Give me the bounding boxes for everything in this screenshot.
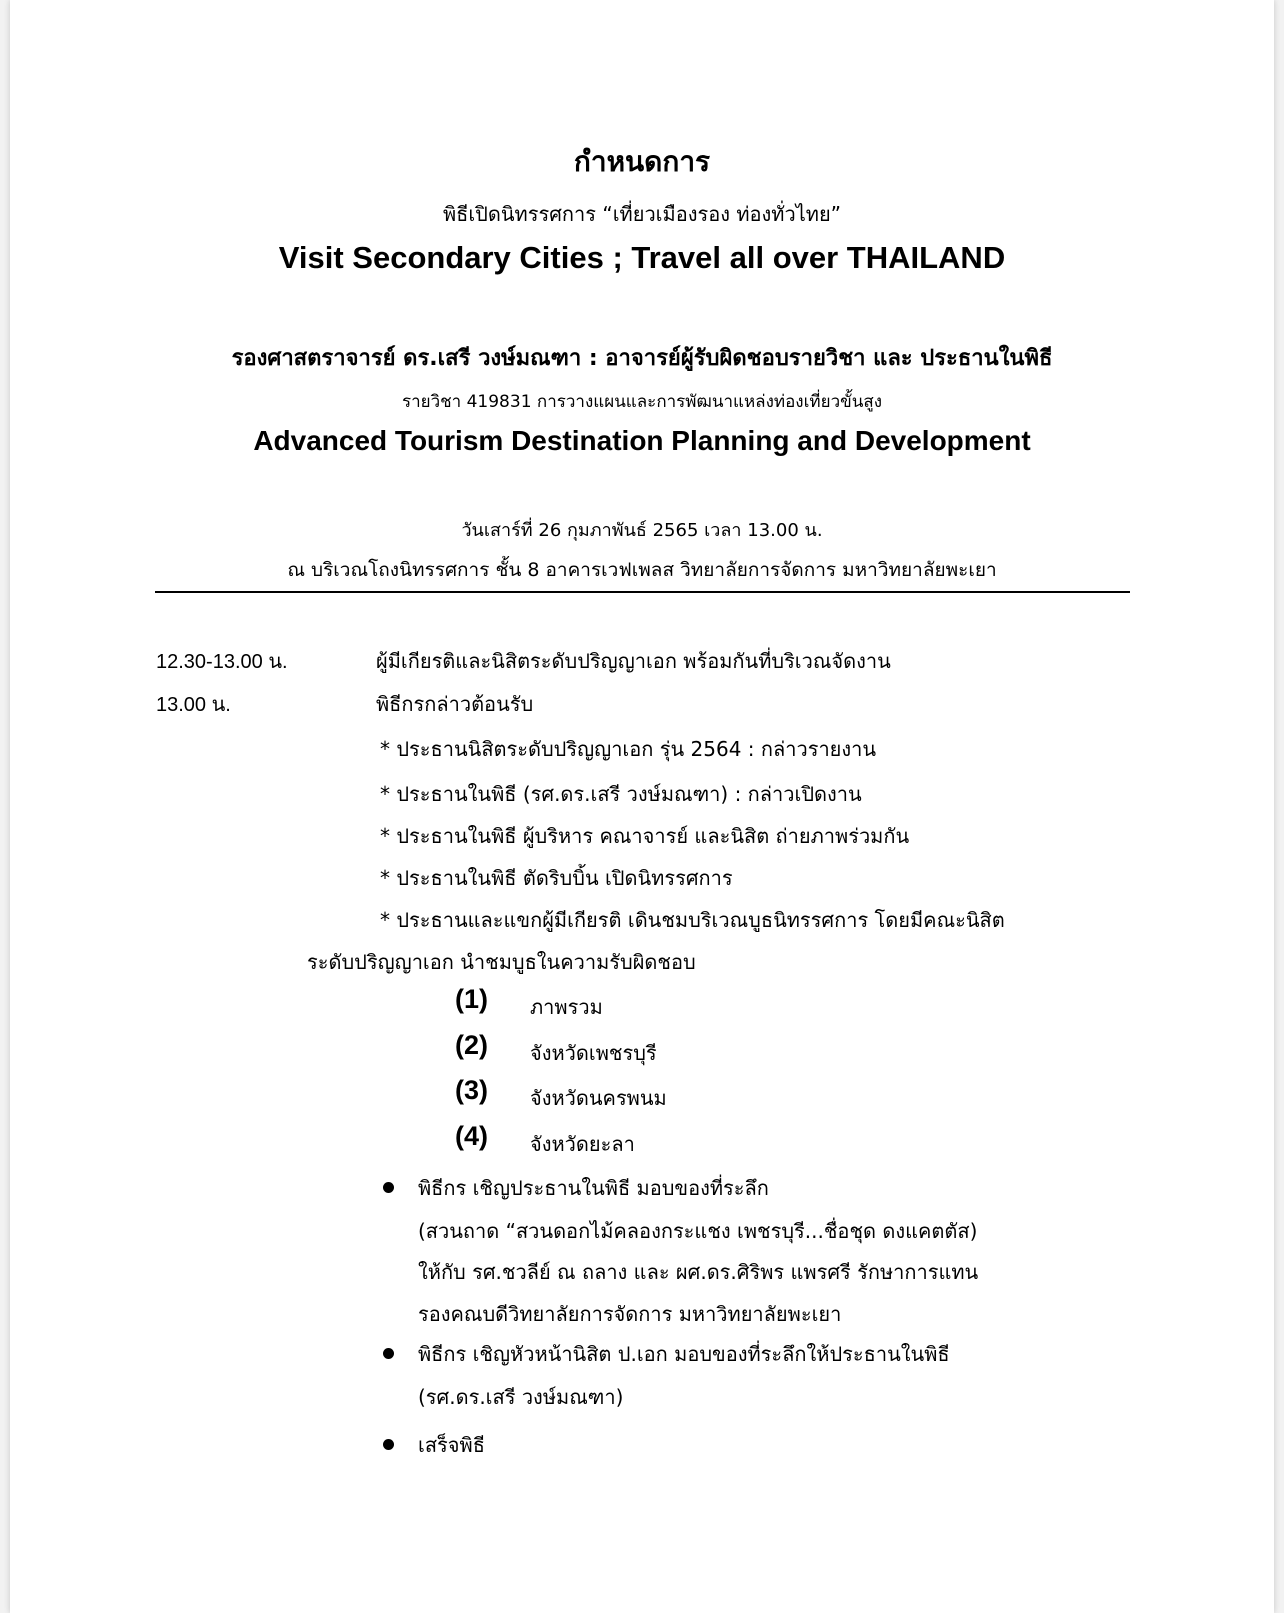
event-venue: ณ บริเวณโถงนิทรรศการ ชั้น 8 อาคารเวฟเพลส วิทยาลัยการจัดการ มหาวิทยาลัยพะเยา xyxy=(287,559,997,581)
course-line: รายวิชา 419831 การวางแผนและการพัฒนาแหล่งท่องเที่ยวขั้นสูง xyxy=(401,392,883,412)
schedule-time: 12.30-13.00 น. xyxy=(156,651,288,673)
booth-label: จังหวัดนครพนม xyxy=(530,1086,667,1110)
document-page xyxy=(10,0,1274,1613)
chairperson-line: รองศาสตราจารย์ ดร.เสรี วงษ์มณฑา : อาจารย์ผู้รับผิดชอบรายวิชา และ ประธานในพิธี xyxy=(231,346,1053,371)
bullet-line: รองคณบดีวิทยาลัยการจัดการ มหาวิทยาลัยพะเยา xyxy=(418,1302,842,1326)
booth-number: (1) xyxy=(455,984,488,1014)
ceremony-item: * ประธานในพิธี ตัดริบบิ้น เปิดนิทรรศการ xyxy=(380,866,733,890)
event-title-english: Visit Secondary Cities ; Travel all over THAILAND xyxy=(278,240,1006,275)
booth-label: จังหวัดยะลา xyxy=(530,1132,635,1156)
bullet-icon xyxy=(383,1439,394,1450)
event-subtitle: พิธีเปิดนิทรรศการ “เที่ยวเมืองรอง ท่องทั่วไทย” xyxy=(442,202,842,226)
course-title-english: Advanced Tourism Destination Planning and Development xyxy=(253,425,1031,456)
ceremony-item: * ประธานและแขกผู้มีเกียรติ เดินชมบริเวณบูธนิทรรศการ โดยมีคณะนิสิต xyxy=(380,908,1005,932)
header-divider xyxy=(155,591,1130,593)
bullet-line: พิธีกร เชิญประธานในพิธี มอบของที่ระลึก xyxy=(418,1176,769,1200)
booth-number: (4) xyxy=(455,1121,488,1151)
bullet-line: ให้กับ รศ.ชวลีย์ ณ ถลาง และ ผศ.ดร.ศิริพร แพรศรี รักษาการแทน xyxy=(418,1260,979,1284)
ceremony-item: * ประธานในพิธี (รศ.ดร.เสรี วงษ์มณฑา) : กล่าวเปิดงาน xyxy=(380,782,862,806)
event-date: วันเสาร์ที่ 26 กุมภาพันธ์ 2565 เวลา 13.00 น. xyxy=(461,520,823,541)
schedule-time: 13.00 น. xyxy=(156,694,231,716)
ceremony-item: * ประธานในพิธี ผู้บริหาร คณาจารย์ และนิสิต ถ่ายภาพร่วมกัน xyxy=(380,824,910,848)
document-title: กำหนดการ xyxy=(573,145,711,178)
booth-label: ภาพรวม xyxy=(530,995,603,1019)
booth-number: (3) xyxy=(455,1075,488,1105)
booth-label: จังหวัดเพชรบุรี xyxy=(530,1041,657,1065)
ceremony-item: * ประธานนิสิตระดับปริญญาเอก รุ่น 2564 : กล่าวรายงาน xyxy=(380,737,877,761)
ceremony-item-continuation: ระดับปริญญาเอก นำชมบูธในความรับผิดชอบ xyxy=(307,950,696,974)
bullet-icon xyxy=(383,1182,394,1193)
bullet-line: (สวนถาด “สวนดอกไม้คลองกระแชง เพชรบุรี...ชื่อชุด ดงแคตตัส) xyxy=(418,1219,978,1243)
bullet-line: เสร็จพิธี xyxy=(418,1433,485,1457)
bullet-icon xyxy=(383,1348,394,1359)
bullet-line: พิธีกร เชิญหัวหน้านิสิต ป.เอก มอบของที่ระลึกให้ประธานในพิธี xyxy=(418,1342,950,1366)
booth-number: (2) xyxy=(455,1030,488,1060)
schedule-activity: พิธีกรกล่าวต้อนรับ xyxy=(376,692,534,716)
bullet-line: (รศ.ดร.เสรี วงษ์มณฑา) xyxy=(418,1385,624,1409)
schedule-activity: ผู้มีเกียรติและนิสิตระดับปริญญาเอก พร้อมกันที่บริเวณจัดงาน xyxy=(376,649,891,673)
